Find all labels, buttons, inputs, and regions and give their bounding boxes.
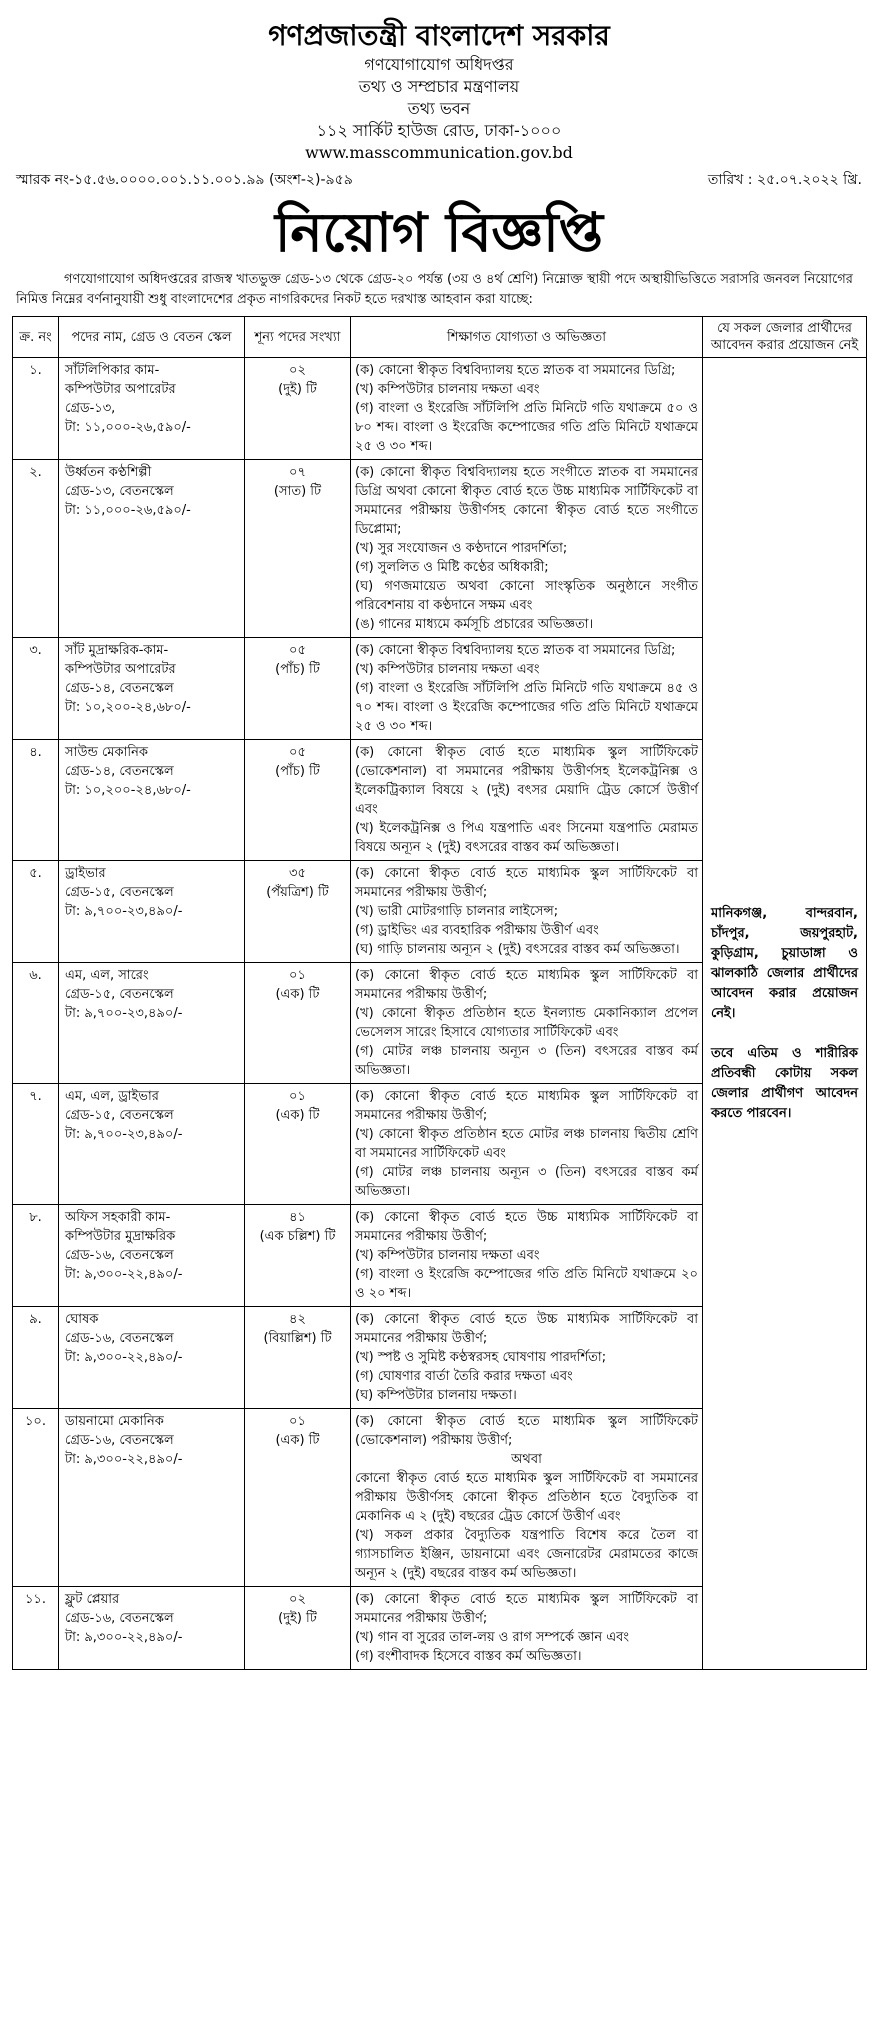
post-line: টা: ১০,২০০-২৪,৬৮০/- bbox=[65, 700, 191, 715]
post-line: গ্রেড-১৪, বেতনস্কেল bbox=[65, 764, 174, 779]
post-line: গ্রেড-১৬, বেতনস্কেল bbox=[65, 1331, 174, 1346]
qualification-item: (ক) কোনো স্বীকৃত বোর্ড হতে মাধ্যমিক স্কুল সার্টিফিকেট (ভোকেশনাল) পরীক্ষায় উত্তীর্ণ; bbox=[355, 1414, 698, 1448]
post-cell bbox=[59, 1307, 245, 1409]
vacancy-cell bbox=[245, 1409, 351, 1587]
row-number: ৫. bbox=[13, 861, 59, 963]
notice-title: নিয়োগ বিজ্ঞপ্তি bbox=[274, 200, 604, 264]
vacancy-line: ০১ bbox=[289, 1089, 306, 1104]
post-cell bbox=[59, 1084, 245, 1205]
qualification-item: (ঘ) গাড়ি চালনায় অন্যূন ২ (দুই) বৎসরের বাস্তব কর্ম অভিজ্ঞতা। bbox=[355, 942, 680, 957]
row-number: ৪. bbox=[13, 740, 59, 861]
excluded-districts-cell bbox=[703, 358, 867, 1670]
qualification-item: (গ) ঘোষণার বার্তা তৈরি করার দক্ষতা এবং bbox=[355, 1369, 573, 1384]
qualification-item: (গ) ড্রাইভিং এর ব্যবহারিক পরীক্ষায় উত্তীর্ণ এবং bbox=[355, 923, 599, 938]
post-line: এম, এল, সারেং bbox=[65, 968, 149, 983]
vacancy-cell bbox=[245, 1205, 351, 1307]
post-line: টা: ১০,২০০-২৪,৬৮০/- bbox=[65, 783, 191, 798]
vacancy-line: ০৭ bbox=[289, 465, 306, 480]
row-number: ১১. bbox=[13, 1587, 59, 1670]
qualification-item: কোনো স্বীকৃত বোর্ড হতে মাধ্যমিক স্কুল সার্টিফিকেট বা সমমানের পরীক্ষায় উত্তীর্ণসহ কোনো স্বীকৃত প্রতিষ্ঠান হতে বৈদ্যুতিক বা মেকানিক এ ২ (দুই) বছরের ট্রেড কোর্সে উত্তীর্ণ এবং bbox=[355, 1471, 698, 1524]
qualification-item: (ঙ) গানের মাধ্যমে কর্মসূচি প্রচারের অভিজ্ঞতা। bbox=[355, 617, 594, 632]
qualification-item: (খ) কোনো স্বীকৃত প্রতিষ্ঠান হতে ইনল্যান্ড মেকানিক্যাল প্রপেল ভেসেলস সারেং হিসাবে যোগ্যতার সার্টিফিকেট এবং bbox=[355, 1006, 698, 1040]
table-row bbox=[13, 358, 867, 460]
col-header-vacancy: শূন্য পদের সংখ্যা bbox=[245, 317, 351, 358]
vacancy-line: ৪২ bbox=[289, 1312, 306, 1327]
qualification-item: (ক) কোনো স্বীকৃত বোর্ড হতে মাধ্যমিক স্কুল সার্টিফিকেট বা সমমানের পরীক্ষায় উত্তীর্ণ; bbox=[355, 866, 698, 900]
col-header-post: পদের নাম, গ্রেড ও বেতন স্কেল bbox=[59, 317, 245, 358]
row-number: ৭. bbox=[13, 1084, 59, 1205]
vacancy-line: (পঁয়ত্রিশ) টি bbox=[266, 885, 329, 900]
intro-paragraph: গণযোগাযোগ অধিদপ্তরের রাজস্ব খাতভুক্ত গ্রেড-১৩ থেকে গ্রেড-২০ পর্যন্ত (৩য় ও ৪র্থ শ্রেণি) নিম্নোক্ত স্থায়ী পদে অস্থায়ীভিত্তিতে সরাসরি জনবল নিয়োগের নিমিত্ত নিম্নের বর্ণনানুযায়ী শুধু বাংলাদেশের প্রকৃত নাগরিকদের নিকট হতে দরখাস্ত আহবান করা যাচ্ছে: bbox=[16, 272, 853, 307]
qualification-cell bbox=[351, 358, 703, 460]
post-cell bbox=[59, 963, 245, 1084]
vacancy-line: ৩৫ bbox=[289, 866, 306, 881]
post-line: গ্রেড-১৬, বেতনস্কেল bbox=[65, 1611, 174, 1626]
qualification-item: (খ) কোনো স্বীকৃত প্রতিষ্ঠান হতে মোটর লঞ্চ চালনায় দ্বিতীয় শ্রেণি বা সমমানের সার্টিফিকেট এবং bbox=[355, 1127, 698, 1161]
qualification-cell bbox=[351, 861, 703, 963]
post-line: গ্রেড-১৩, bbox=[65, 401, 116, 416]
vacancy-cell bbox=[245, 1084, 351, 1205]
post-cell bbox=[59, 1409, 245, 1587]
qualification-item: (ক) কোনো স্বীকৃত বিশ্ববিদ্যালয় হতে স্নাতক বা সমমানের ডিগ্রি; bbox=[355, 643, 676, 658]
post-line: গ্রেড-১৩, বেতনস্কেল bbox=[65, 484, 174, 499]
qualification-cell bbox=[351, 460, 703, 638]
col-header-qualification: শিক্ষাগত যোগ্যতা ও অভিজ্ঞতা bbox=[351, 317, 703, 358]
vacancy-line: (এক) টি bbox=[275, 1433, 320, 1448]
vacancy-line: ০৫ bbox=[289, 643, 306, 658]
qualification-cell bbox=[351, 1084, 703, 1205]
vacancy-line: ০১ bbox=[289, 968, 306, 983]
qualification-item: (ঘ) গণজমায়েত অথবা কোনো সাংস্কৃতিক অনুষ্ঠানে সংগীত পরিবেশনায় বা কণ্ঠদানে সক্ষম এবং bbox=[355, 579, 698, 613]
directorate-name: গণযোগাযোগ অধিদপ্তর bbox=[364, 55, 514, 74]
qualification-item: (ঘ) কম্পিউটার চালনায় দক্ষতা। bbox=[355, 1388, 517, 1403]
table-header-row bbox=[13, 317, 867, 358]
post-line: কম্পিউটার মুদ্রাক্ষরিক bbox=[65, 1229, 176, 1244]
post-line: এম, এল, ড্রাইভার bbox=[65, 1089, 159, 1104]
post-line: গ্রেড-১৫, বেতনস্কেল bbox=[65, 987, 174, 1002]
row-number: ১০. bbox=[13, 1409, 59, 1587]
qualification-item: (খ) ভারী মোটরগাড়ি চালনার লাইসেন্স; bbox=[355, 904, 559, 919]
vacancy-cell bbox=[245, 1307, 351, 1409]
qualification-item: (ক) কোনো স্বীকৃত বোর্ড হতে মাধ্যমিক স্কুল সার্টিফিকেট (ভোকেশনাল) বা সমমানের পরীক্ষায় উত্তীর্ণসহ ইলেকট্রনিক্স ও ইলেকট্রিক্যাল বিষয়ে ২ (দুই) বৎসর মেয়াদি ট্রেড কোর্সে উত্তীর্ণ এবং bbox=[355, 745, 698, 817]
post-cell bbox=[59, 1587, 245, 1670]
post-line: গ্রেড-১৫, বেতনস্কেল bbox=[65, 1108, 174, 1123]
vacancy-line: (দুই) টি bbox=[278, 382, 317, 397]
qualification-cell bbox=[351, 1409, 703, 1587]
qualification-item: (খ) সকল প্রকার বৈদ্যুতিক যন্ত্রপাতি বিশেষ করে তৈল বা গ্যাসচালিত ইঞ্জিন, ডায়নামো এবং জেনারেটর মেরামতের কাজে অন্যূন ২ (দুই) বছরের বাস্তব কর্ম অভিজ্ঞতা। bbox=[355, 1528, 698, 1581]
vacancy-cell bbox=[245, 358, 351, 460]
post-cell bbox=[59, 638, 245, 740]
post-cell bbox=[59, 1205, 245, 1307]
vacancy-line: (পাঁচ) টি bbox=[275, 764, 320, 779]
building-name: তথ্য ভবন bbox=[407, 99, 471, 118]
vacancy-line: ০২ bbox=[289, 1592, 306, 1607]
post-line: গ্রেড-১৬, বেতনস্কেল bbox=[65, 1248, 174, 1263]
vacancy-line: (সাত) টি bbox=[273, 484, 322, 499]
post-line: ড্রাইভার bbox=[65, 866, 106, 881]
memo-date: তারিখ : ২৫.০৭.২০২২ খ্রি. bbox=[707, 172, 862, 188]
qualification-item: (ক) কোনো স্বীকৃত বোর্ড হতে মাধ্যমিক স্কুল সার্টিফিকেট বা সমমানের পরীক্ষায় উত্তীর্ণ; bbox=[355, 1089, 698, 1123]
qualification-item: (গ) মোটর লঞ্চ চালনায় অন্যূন ৩ (তিন) বৎসরের বাস্তব কর্ম অভিজ্ঞতা। bbox=[355, 1044, 698, 1078]
ministry-name: তথ্য ও সম্প্রচার মন্ত্রণালয় bbox=[358, 77, 520, 96]
post-line: টা: ১১,০০০-২৬,৫৯০/- bbox=[65, 420, 191, 435]
row-number: ১. bbox=[13, 358, 59, 460]
post-line: গ্রেড-১৬, বেতনস্কেল bbox=[65, 1433, 174, 1448]
vacancy-line: ০২ bbox=[289, 363, 306, 378]
post-line: টা: ৯,৭০০-২৩,৪৯০/- bbox=[65, 1006, 183, 1021]
qualification-item: (গ) মোটর লঞ্চ চালনায় অন্যূন ৩ (তিন) বৎসরের বাস্তব কর্ম অভিজ্ঞতা। bbox=[355, 1165, 698, 1199]
qualification-item: (খ) কম্পিউটার চালনায় দক্ষতা এবং bbox=[355, 662, 540, 677]
post-line: ডায়নামো মেকানিক bbox=[65, 1414, 164, 1429]
post-line: সাউন্ড মেকানিক bbox=[65, 745, 148, 760]
quota-exception-note: তবে এতিম ও শারীরিক প্রতিবন্ধী কোটায় সকল জেলার প্রার্থীগণ আবেদন করতে পারবেন। bbox=[711, 1045, 858, 1121]
post-line: কম্পিউটার অপারেটর bbox=[65, 382, 176, 397]
post-line: গ্রেড-১৪, বেতনস্কেল bbox=[65, 681, 174, 696]
vacancy-cell bbox=[245, 740, 351, 861]
qualification-item: (গ) বাংলা ও ইংরেজি সাঁটলিপি প্রতি মিনিটে গতি যথাক্রমে ৫০ ও ৮০ শব্দ। বাংলা ও ইংরেজি কম্পোজের গতি প্রতি মিনিটে যথাক্রমে ২৫ ও ৩০ শব্দ। bbox=[355, 401, 698, 454]
row-number: ৬. bbox=[13, 963, 59, 1084]
memo-reference: স্মারক নং-১৫.৫৬.০০০০.০০১.১১.০০১.৯৯ (অংশ-২)-৯৫৯ bbox=[16, 172, 353, 188]
qualification-cell bbox=[351, 740, 703, 861]
address: ১১২ সার্কিট হাউজ রোড, ঢাকা-১০০০ bbox=[316, 121, 562, 140]
col-header-no: ক্র. নং bbox=[13, 317, 59, 358]
vacancy-line: (এক) টি bbox=[275, 987, 320, 1002]
row-number: ২. bbox=[13, 460, 59, 638]
vacancy-line: (পাঁচ) টি bbox=[275, 662, 320, 677]
post-line: টা: ৯,৩০০-২২,৪৯০/- bbox=[65, 1630, 183, 1645]
post-line: টা: ১১,০০০-২৬,৫৯০/- bbox=[65, 503, 191, 518]
website-link[interactable]: www.masscommunication.gov.bd bbox=[305, 143, 573, 162]
qualification-cell bbox=[351, 1205, 703, 1307]
qualification-cell bbox=[351, 638, 703, 740]
vacancy-line: ০৫ bbox=[289, 745, 306, 760]
post-line: অফিস সহকারী কাম- bbox=[65, 1210, 171, 1225]
post-line: ঘোষক bbox=[65, 1312, 99, 1327]
post-line: টা: ৯,৩০০-২২,৪৯০/- bbox=[65, 1350, 183, 1365]
qualification-item: (গ) বাংলা ও ইংরেজি কম্পোজের গতি প্রতি মিনিটে যথাক্রমে ২০ ও ২০ শব্দ। bbox=[355, 1267, 698, 1301]
qualification-item: (গ) সুললিত ও মিষ্টি কণ্ঠের অধিকারী; bbox=[355, 560, 549, 575]
qualification-item: (গ) বংশীবাদক হিসেবে বাস্তব কর্ম অভিজ্ঞতা। bbox=[355, 1649, 582, 1664]
post-line: গ্রেড-১৫, বেতনস্কেল bbox=[65, 885, 174, 900]
qualification-item: অথবা bbox=[511, 1452, 542, 1467]
post-line: টা: ৯,৭০০-২৩,৪৯০/- bbox=[65, 904, 183, 919]
post-cell bbox=[59, 740, 245, 861]
government-name: গণপ্রজাতন্ত্রী বাংলাদেশ সরকার bbox=[268, 19, 610, 52]
row-number: ৯. bbox=[13, 1307, 59, 1409]
vacancy-line: ০১ bbox=[289, 1414, 306, 1429]
letterhead bbox=[12, 18, 866, 164]
qualification-cell bbox=[351, 1307, 703, 1409]
qualification-item: (ক) কোনো স্বীকৃত বোর্ড হতে উচ্চ মাধ্যমিক সার্টিফিকেট বা সমমানের পরীক্ষায় উত্তীর্ণ; bbox=[355, 1210, 698, 1244]
vacancy-line: (এক চল্লিশ) টি bbox=[259, 1229, 336, 1244]
memo-line bbox=[12, 168, 866, 192]
post-line: টা: ৯,৭০০-২৩,৪৯০/- bbox=[65, 1127, 183, 1142]
row-number: ৮. bbox=[13, 1205, 59, 1307]
post-cell bbox=[59, 861, 245, 963]
post-line: সাঁট মুদ্রাক্ষরিক-কাম- bbox=[65, 643, 169, 658]
qualification-cell bbox=[351, 963, 703, 1084]
post-line: টা: ৯,৩০০-২২,৪৯০/- bbox=[65, 1452, 183, 1467]
post-cell bbox=[59, 358, 245, 460]
post-line: উর্ধ্বতন কণ্ঠশিল্পী bbox=[65, 465, 152, 480]
qualification-item: (ক) কোনো স্বীকৃত বোর্ড হতে মাধ্যমিক স্কুল সার্টিফিকেট বা সমমানের পরীক্ষায় উত্তীর্ণ; bbox=[355, 968, 698, 1002]
vacancy-cell bbox=[245, 1587, 351, 1670]
vacancy-cell bbox=[245, 460, 351, 638]
post-line: কম্পিউটার অপারেটর bbox=[65, 662, 176, 677]
post-line: ফ্লুট প্লেয়ার bbox=[65, 1592, 120, 1607]
vacancy-cell bbox=[245, 861, 351, 963]
vacancy-cell bbox=[245, 638, 351, 740]
qualification-item: (গ) বাংলা ও ইংরেজি সাঁটলিপি প্রতি মিনিটে গতি যথাক্রমে ৪৫ ও ৭০ শব্দ। বাংলা ও ইংরেজি কম্পোজের গতি প্রতি মিনিটে যথাক্রমে ২৫ ও ৩০ শব্দ। bbox=[355, 681, 698, 734]
vacancy-line: (বিয়াল্লিশ) টি bbox=[263, 1331, 332, 1346]
post-line: সাঁটলিপিকার কাম- bbox=[65, 363, 160, 378]
row-number: ৩. bbox=[13, 638, 59, 740]
post-line: টা: ৯,৩০০-২২,৪৯০/- bbox=[65, 1267, 183, 1282]
excluded-districts-note: মানিকগঞ্জ, বান্দরবান, চাঁদপুর, জয়পুরহাট, কুড়িগ্রাম, চুয়াডাঙ্গা ও ঝালকাঠি জেলার প্রার্থীদের আবেদন করার প্রয়োজন নেই। bbox=[711, 905, 858, 1021]
qualification-item: (খ) স্পষ্ট ও সুমিষ্ট কণ্ঠস্বরসহ ঘোষণায় পারদর্শিতা; bbox=[355, 1350, 607, 1365]
vacancy-line: ৪১ bbox=[289, 1210, 306, 1225]
qualification-item: (খ) গান বা সুরের তাল-লয় ও রাগ সম্পর্কে জ্ঞান এবং bbox=[355, 1630, 629, 1645]
qualification-item: (ক) কোনো স্বীকৃত বোর্ড হতে মাধ্যমিক স্কুল সার্টিফিকেট বা সমমানের পরীক্ষায় উত্তীর্ণ; bbox=[355, 1592, 698, 1626]
qualification-item: (ক) কোনো স্বীকৃত বিশ্ববিদ্যালয় হতে স্নাতক বা সমমানের ডিগ্রি; bbox=[355, 363, 676, 378]
vacancy-line: (এক) টি bbox=[275, 1108, 320, 1123]
qualification-item: (খ) কম্পিউটার চালনায় দক্ষতা এবং bbox=[355, 1248, 540, 1263]
col-header-excluded: যে সকল জেলার প্রার্থীদের আবেদন করার প্রয়োজন নেই bbox=[703, 317, 867, 358]
qualification-item: (খ) সুর সংযোজন ও কণ্ঠদানে পারদর্শিতা; bbox=[355, 541, 568, 556]
vacancy-line: (দুই) টি bbox=[278, 1611, 317, 1626]
vacancy-table bbox=[12, 316, 867, 1670]
qualification-item: (খ) কম্পিউটার চালনায় দক্ষতা এবং bbox=[355, 382, 540, 397]
qualification-item: (খ) ইলেকট্রনিক্স ও পিএ যন্ত্রপাতি এবং সিনেমা যন্ত্রপাতি মেরামত বিষয়ে অন্যূন ২ (দুই) বৎসরের বাস্তব কর্ম অভিজ্ঞতা। bbox=[355, 821, 698, 855]
qualification-item: (ক) কোনো স্বীকৃত বিশ্ববিদ্যালয় হতে সংগীতে স্নাতক বা সমমানের ডিগ্রি অথবা কোনো স্বীকৃত বোর্ড হতে উচ্চ মাধ্যমিক সার্টিফিকেট বা সমমানের পরীক্ষায় উত্তীর্ণসহ কোনো স্বীকৃত বোর্ড হতে সংগীতে ডিপ্লোমা; bbox=[355, 465, 698, 537]
qualification-item: (ক) কোনো স্বীকৃত বোর্ড হতে উচ্চ মাধ্যমিক সার্টিফিকেট বা সমমানের পরীক্ষায় উত্তীর্ণ; bbox=[355, 1312, 698, 1346]
post-cell bbox=[59, 460, 245, 638]
vacancy-cell bbox=[245, 963, 351, 1084]
qualification-cell bbox=[351, 1587, 703, 1670]
